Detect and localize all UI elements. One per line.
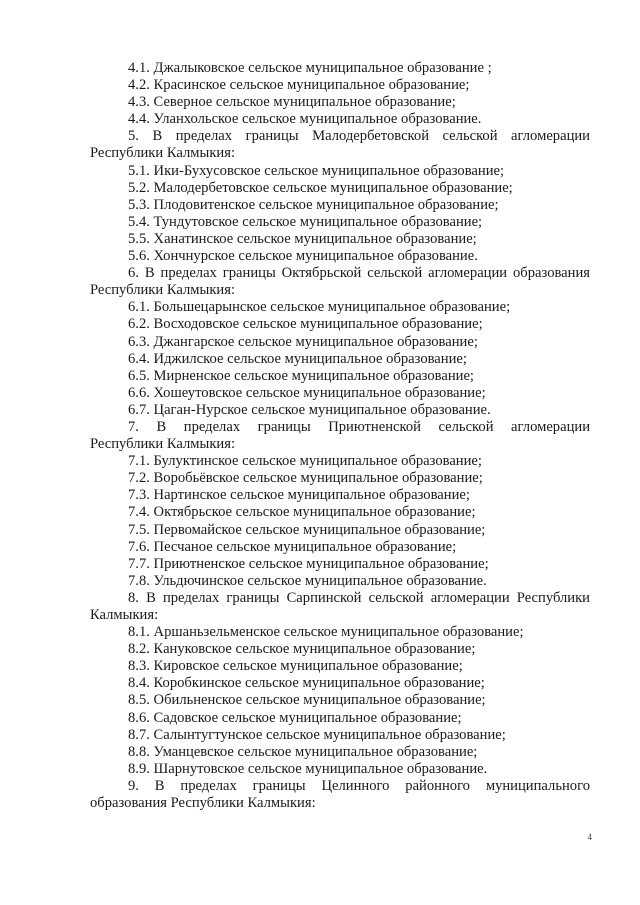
list-item: 8.8. Уманцевское сельское муниципальное образование;	[128, 743, 478, 760]
paragraph-heading: 6. В пределах границы Октябрьской сельской агломерации образования	[128, 265, 590, 282]
list-item: 6.1. Большецарынское сельское муниципальное образование;	[128, 299, 511, 316]
list-item: 6.6. Хошеутовское сельское муниципальное образование;	[128, 384, 486, 401]
list-item: 5.2. Малодербетовское сельское муниципальное образование;	[128, 179, 513, 196]
list-item: 7.4. Октябрьское сельское муниципальное образование;	[128, 504, 476, 521]
paragraph-heading: 8. В пределах границы Сарпинской сельской агломерации Республики	[128, 589, 590, 606]
list-item: 7.8. Ульдючинское сельское муниципальное образование.	[128, 572, 487, 589]
paragraph-heading: 5. В пределах границы Малодербетовской сельской агломерации	[128, 128, 590, 145]
list-item: 7.6. Песчаное сельское муниципальное образование;	[128, 538, 457, 555]
list-item: 6.7. Цаган-Нурское сельское муниципальное образование.	[128, 401, 491, 418]
list-item: 8.3. Кировское сельское муниципальное образование;	[128, 658, 463, 675]
paragraph-heading: 9. В пределах границы Целинного районного муниципального	[128, 777, 590, 794]
paragraph-continuation: Республики Калмыкия:	[90, 282, 235, 299]
paragraph-continuation: Республики Калмыкия:	[90, 436, 235, 453]
list-item: 8.4. Коробкинское сельское муниципальное образование;	[128, 675, 485, 692]
list-item: 6.2. Восходовское сельское муниципальное образование;	[128, 316, 483, 333]
list-item: 8.7. Салынтугтунское сельское муниципальное образование;	[128, 726, 506, 743]
list-item: 6.5. Мирненское сельское муниципальное образование;	[128, 367, 474, 384]
list-item: 7.2. Воробьёвское сельское муниципальное образование;	[128, 470, 483, 487]
document-body	[90, 60, 590, 812]
list-item: 4.4. Уланхольское сельское муниципальное образование.	[128, 111, 482, 128]
paragraph-heading: 7. В пределах границы Приютненской сельской агломерации	[128, 418, 590, 435]
list-item: 8.1. Аршаньзельменское сельское муниципальное образование;	[128, 624, 524, 641]
list-item: 4.3. Северное сельское муниципальное образование;	[128, 94, 456, 111]
list-item: 7.3. Нартинское сельское муниципальное образование;	[128, 487, 470, 504]
paragraph-continuation: Калмыкия:	[90, 607, 159, 623]
list-item: 8.2. Кануковское сельское муниципальное образование;	[128, 641, 476, 658]
list-item: 5.6. Хончнурское сельское муниципальное образование.	[128, 248, 478, 265]
paragraph-continuation: Республики Калмыкия:	[90, 145, 235, 162]
list-item: 6.4. Иджилское сельское муниципальное образование;	[128, 350, 467, 367]
list-item: 4.1. Джалыковское сельское муниципальное образование ;	[128, 60, 492, 76]
list-item: 4.2. Красинское сельское муниципальное образование;	[128, 77, 470, 94]
list-item: 7.1. Булуктинское сельское муниципальное образование;	[128, 453, 482, 470]
list-item: 5.1. Ики-Бухусовское сельское муниципальное образование;	[128, 162, 505, 179]
list-item: 5.5. Ханатинское сельское муниципальное образование;	[128, 230, 477, 247]
list-item: 8.6. Садовское сельское муниципальное образование;	[128, 709, 462, 726]
list-item: 7.5. Первомайское сельское муниципальное образование;	[128, 521, 486, 538]
list-item: 5.4. Тундутовское сельское муниципальное образование;	[128, 213, 483, 230]
list-item: 5.3. Плодовитенское сельское муниципальное образование;	[128, 196, 499, 213]
list-item: 8.5. Обильненское сельское муниципальное образование;	[128, 692, 486, 709]
list-item: 7.7. Приютненское сельское муниципальное образование;	[128, 555, 489, 572]
paragraph-continuation: образования Республики Калмыкия:	[90, 795, 316, 812]
page-number: 4	[587, 832, 592, 842]
list-item: 6.3. Джангарское сельское муниципальное образование;	[128, 333, 478, 350]
list-item: 8.9. Шарнутовское сельское муниципальное образование.	[128, 760, 488, 777]
